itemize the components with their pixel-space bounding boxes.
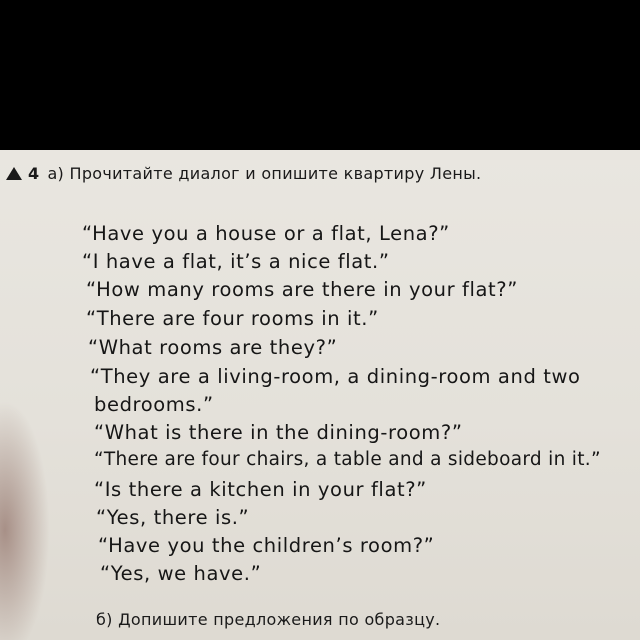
dialog-line: “How many rooms are there in your flat?”	[86, 278, 518, 301]
dialog-line: “I have a flat, it’s a nice flat.”	[82, 250, 390, 273]
part-a-label: а)	[47, 164, 65, 183]
part-b-label: б)	[96, 610, 113, 629]
dialog-line: “Yes, there is.”	[96, 506, 250, 529]
dialog-line: “They are a living-room, a dining-room and two	[90, 365, 581, 388]
dialog-line: “Have you a house or a flat, Lena?”	[82, 222, 450, 245]
dialog-line: “There are four chairs, a table and a sideboard in it.”	[94, 449, 601, 470]
exercise-instruction: Прочитайте диалог и опишите квартиру Лены.	[69, 164, 482, 183]
finger-shadow	[0, 400, 50, 640]
dialog-line: bedrooms.”	[94, 393, 214, 416]
exercise-number: 4	[28, 164, 40, 183]
textbook-page	[0, 150, 640, 640]
dialog-line: “What is there in the dining-room?”	[94, 421, 463, 444]
dialog-line: “Yes, we have.”	[100, 562, 262, 585]
dialog-line: “Is there a kitchen in your flat?”	[94, 478, 427, 501]
part-b-instruction: Допишите предложения по образцу.	[118, 610, 441, 629]
triangle-marker-icon	[6, 167, 22, 180]
dialog-line: “What rooms are they?”	[88, 336, 338, 359]
exercise-part-b	[96, 610, 440, 629]
exercise-heading	[6, 164, 481, 183]
dialog-line: “There are four rooms in it.”	[86, 307, 379, 330]
dialog-line: “Have you the children’s room?”	[98, 534, 435, 557]
